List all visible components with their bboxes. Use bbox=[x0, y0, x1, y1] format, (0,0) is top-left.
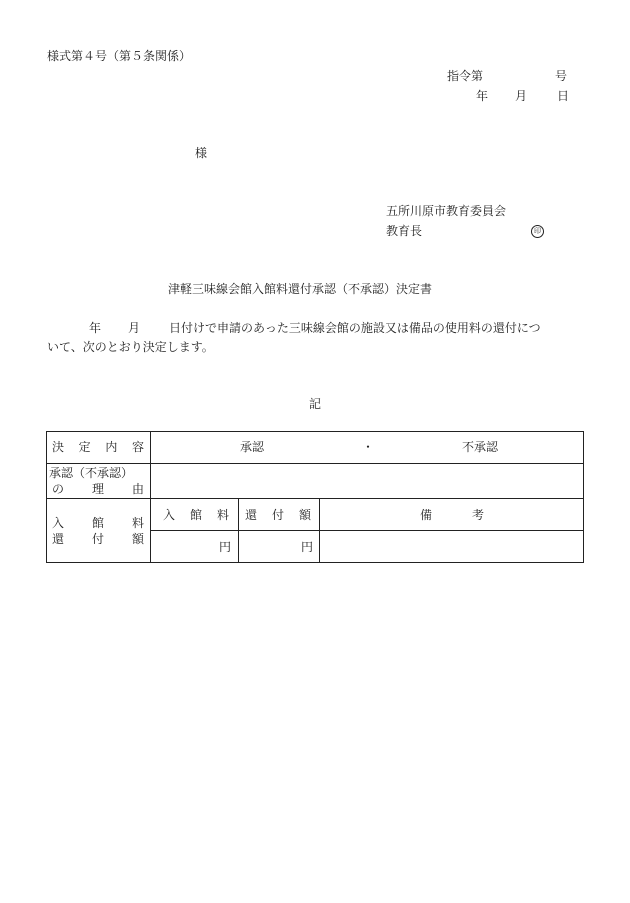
body-month: 月 bbox=[128, 321, 141, 335]
refund-label-char: 額 bbox=[131, 532, 144, 546]
refund-label-char: 還 bbox=[52, 532, 65, 546]
date-year: 年 bbox=[476, 89, 489, 103]
reason-label-char: 理 bbox=[91, 482, 104, 496]
header-char: 還 bbox=[245, 508, 258, 522]
directive-label: 指令第 bbox=[447, 69, 484, 83]
issuer-org: 五所川原市教育委員会 bbox=[386, 204, 507, 218]
col-remarks-header bbox=[420, 509, 484, 521]
table-line bbox=[46, 431, 584, 432]
approve-option[interactable]: 承認 bbox=[240, 440, 265, 454]
table-line bbox=[46, 562, 584, 563]
table-line bbox=[150, 530, 584, 531]
decision-label bbox=[52, 441, 144, 453]
refund-label-line2 bbox=[52, 533, 144, 545]
reason-label-line2 bbox=[52, 483, 144, 495]
refund-label-line1 bbox=[52, 517, 144, 529]
header-char: 考 bbox=[471, 508, 484, 522]
body-line2: いて、次のとおり決定します。 bbox=[47, 340, 214, 354]
refund-label-char: 料 bbox=[131, 516, 144, 530]
date-month: 月 bbox=[515, 89, 528, 103]
body-year: 年 bbox=[89, 321, 102, 335]
decision-label-char: 定 bbox=[78, 440, 91, 454]
reason-label-line1: 承認（不承認） bbox=[49, 466, 134, 480]
decision-label-char: 決 bbox=[52, 440, 65, 454]
date-day: 日 bbox=[557, 89, 570, 103]
form-number: 様式第４号（第５条関係） bbox=[47, 49, 192, 63]
refund-label-char: 付 bbox=[91, 532, 104, 546]
addressee-suffix: 様 bbox=[195, 146, 208, 160]
decision-label-char: 容 bbox=[131, 440, 144, 454]
admission-yen: 円 bbox=[219, 540, 232, 554]
directive-suffix: 号 bbox=[555, 69, 568, 83]
refund-yen: 円 bbox=[301, 540, 314, 554]
table-line bbox=[238, 498, 239, 563]
col-admission-header bbox=[163, 509, 229, 521]
header-char: 料 bbox=[216, 508, 229, 522]
seal-mark: 印 bbox=[531, 225, 544, 238]
table-line bbox=[46, 463, 584, 464]
reason-label-char: 由 bbox=[131, 482, 144, 496]
table-line bbox=[319, 498, 320, 563]
decision-label-char: 内 bbox=[105, 440, 118, 454]
header-char: 館 bbox=[189, 508, 202, 522]
header-char: 額 bbox=[298, 508, 311, 522]
col-refund-header bbox=[245, 509, 311, 521]
header-char: 付 bbox=[271, 508, 284, 522]
option-separator: ・ bbox=[362, 440, 375, 454]
header-char: 入 bbox=[163, 508, 176, 522]
document-title: 津軽三味線会館入館料還付承認（不承認）決定書 bbox=[168, 282, 433, 296]
header-char: 備 bbox=[420, 508, 433, 522]
reason-field[interactable] bbox=[152, 465, 582, 497]
disapprove-option[interactable]: 不承認 bbox=[462, 440, 499, 454]
remarks-field[interactable] bbox=[321, 532, 582, 561]
issuer-title: 教育長 bbox=[386, 224, 423, 238]
refund-label-char: 館 bbox=[91, 516, 104, 530]
reason-label-char: の bbox=[52, 482, 65, 496]
body-line1: 日付けで申請のあった三味線会館の施設又は備品の使用料の還付につ bbox=[169, 321, 541, 335]
table-line bbox=[46, 498, 584, 499]
ki-marker: 記 bbox=[309, 397, 322, 411]
refund-label-char: 入 bbox=[52, 516, 65, 530]
table-line bbox=[583, 431, 584, 563]
table-line bbox=[150, 431, 151, 563]
table-line bbox=[46, 431, 47, 563]
